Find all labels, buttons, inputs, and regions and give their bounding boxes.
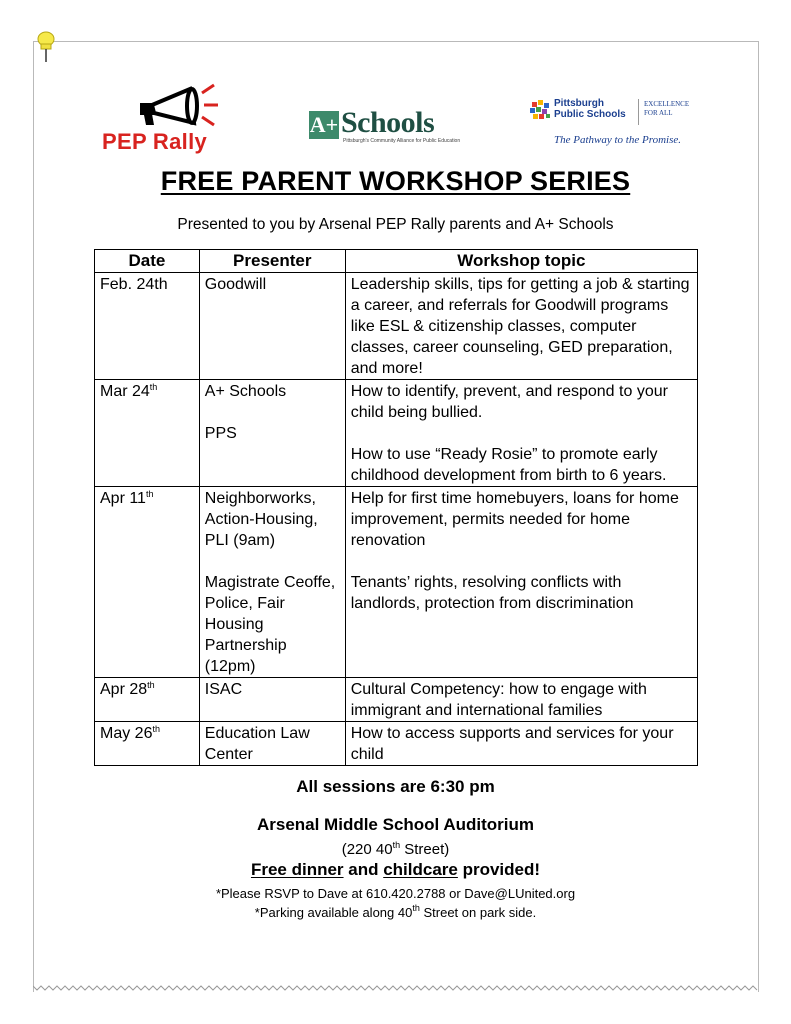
presenter-cell — [199, 678, 345, 722]
date-suffix: th — [145, 489, 154, 499]
topic-cell — [345, 487, 697, 678]
topic-cell — [345, 380, 697, 487]
spacer — [351, 551, 693, 572]
date-suffix: th — [152, 724, 160, 734]
free-dinner: Free dinner — [250, 860, 344, 879]
table-row — [95, 487, 698, 678]
table-row — [95, 722, 698, 766]
spacer — [205, 551, 341, 572]
rsvp-note: *Please RSVP to Dave at 610.420.2788 or Dave@LUnited.org — [215, 886, 576, 901]
presenter-cell — [199, 380, 345, 487]
table-row — [95, 380, 698, 487]
page-subtitle: Presented to you by Arsenal PEP Rally parents and A+ Schools — [177, 216, 614, 233]
workshop-schedule-table — [94, 249, 698, 766]
dinner-childcare-note — [0, 860, 791, 880]
pps-excellence-line2: FOR ALL — [644, 109, 673, 117]
aplus-mark: A+ — [309, 112, 339, 137]
date-text: Mar 24 — [100, 383, 150, 400]
table-row — [95, 273, 698, 380]
pps-excellence-line1: EXCELLENCE — [644, 100, 690, 108]
provided-text: provided! — [457, 860, 541, 879]
date-text: Apr 11 — [100, 490, 146, 507]
topic-text: How to identify, prevent, and respond to your child being bullied. — [350, 383, 668, 421]
presenter-text: PPS — [204, 425, 237, 442]
header-date: Date — [95, 250, 200, 273]
date-text: Apr 28 — [100, 681, 148, 698]
pps-pixel-icon — [530, 100, 552, 122]
topic-text: Tenants’ rights, resolving conflicts with landlords, protection from discrimination — [350, 574, 634, 612]
date-cell — [95, 380, 200, 487]
table-header-row — [95, 250, 698, 273]
presenter-text: Neighborworks, Action-Housing, PLI (9am) — [204, 490, 318, 549]
date-suffix: th — [147, 680, 155, 690]
pushpin-icon — [34, 30, 56, 64]
page-title: FREE PARENT WORKSHOP SERIES — [160, 166, 631, 196]
presenter-cell — [199, 273, 345, 380]
address-text-end: Street) — [400, 841, 450, 858]
header-presenter: Presenter — [199, 250, 345, 273]
pps-name-line2: Public Schools — [554, 109, 626, 120]
presenter-text: Goodwill — [204, 276, 267, 293]
venue-address — [0, 841, 791, 858]
date-cell — [95, 273, 200, 380]
parking-text-end: Street on park side. — [419, 905, 537, 920]
megaphone-icon — [132, 83, 222, 129]
presenter-text: Education Law Center — [204, 725, 310, 763]
pps-name — [554, 98, 626, 120]
aplus-wordmark: Schools — [341, 106, 435, 139]
topic-cell — [345, 273, 697, 380]
torn-edge — [33, 982, 759, 994]
topic-text: How to use “Ready Rosie” to promote early childhood development from birth to 6 years. — [350, 446, 667, 484]
topic-text: How to access supports and services for your child — [350, 725, 674, 763]
date-cell — [95, 722, 200, 766]
presenter-text: Magistrate Ceoffe, Police, Fair Housing Partnership (12pm) — [204, 574, 336, 675]
topic-cell — [345, 678, 697, 722]
and-text: and — [343, 860, 384, 879]
pep-rally-logo — [102, 83, 228, 159]
venue-name: Arsenal Middle School Auditorium — [256, 815, 535, 834]
aplus-schools-logo — [309, 108, 479, 148]
parking-suffix: th — [412, 903, 420, 913]
topic-text: Leadership skills, tips for getting a job & starting a career, and referrals for Goodwill programs like ESL & citizenship classes, computer classes, career counseling, GED preparation, and more! — [350, 276, 690, 377]
date-text: May 26 — [100, 725, 153, 742]
topic-text: Cultural Competency: how to engage with immigrant and international families — [350, 681, 647, 719]
sessions-time: All sessions are 6:30 pm — [296, 777, 495, 796]
spacer — [351, 423, 693, 444]
pps-excellence — [644, 100, 689, 118]
date-text: Feb. 24th — [100, 276, 168, 293]
childcare: childcare — [383, 860, 458, 879]
presenter-cell — [199, 722, 345, 766]
topic-text: Help for first time homebuyers, loans for home improvement, permits needed for home renovation — [350, 490, 679, 549]
date-suffix: th — [149, 382, 158, 392]
address-suffix: th — [392, 840, 401, 850]
spacer — [205, 402, 341, 423]
parking-text: *Parking available along 40 — [254, 905, 413, 920]
date-cell — [95, 678, 200, 722]
table-row — [95, 678, 698, 722]
presenter-text: ISAC — [204, 681, 243, 698]
address-text: (220 40 — [341, 841, 393, 858]
pps-name-line1: Pittsburgh — [554, 98, 604, 109]
pep-rally-wordmark: PEP Rally — [102, 129, 208, 154]
parking-note — [0, 905, 791, 920]
topic-cell — [345, 722, 697, 766]
aplus-tagline: Pittsburgh's Community Alliance for Public Education — [343, 138, 461, 144]
presenter-text: A+ Schools — [204, 383, 287, 400]
pps-tagline: The Pathway to the Promise. — [554, 134, 681, 146]
date-cell — [95, 487, 200, 678]
pittsburgh-public-schools-logo — [530, 98, 700, 150]
pps-divider — [638, 99, 639, 125]
header-workshop-topic: Workshop topic — [345, 250, 697, 273]
presenter-cell — [199, 487, 345, 678]
